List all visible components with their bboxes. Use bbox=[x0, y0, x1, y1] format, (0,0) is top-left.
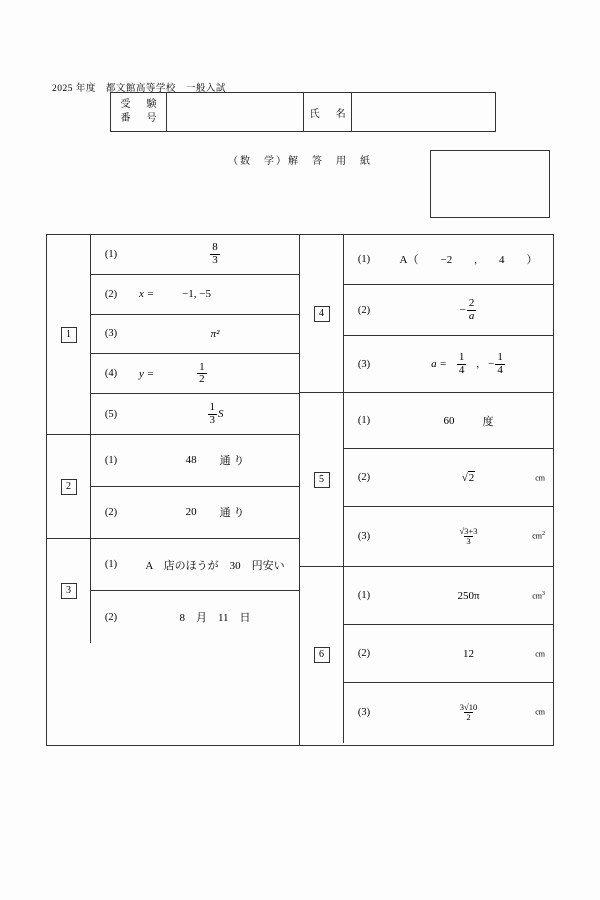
answer-group-3 bbox=[47, 539, 299, 643]
row-number: (1) bbox=[357, 590, 371, 601]
answer-suffix: 通 り bbox=[219, 455, 245, 468]
answer-group-2 bbox=[47, 435, 299, 539]
examinee-id-box bbox=[110, 92, 496, 132]
group-number-6: 6 bbox=[300, 567, 344, 743]
fraction-1: $\frac{1}{4}$ bbox=[458, 351, 465, 376]
answer-cell[interactable]: − $\frac{2}{a}$ bbox=[459, 296, 475, 322]
group-number-4: 4 bbox=[300, 235, 344, 392]
row-number: (1) bbox=[104, 454, 118, 466]
answer-cell[interactable]: a = $\frac{1}{4}$ , − $\frac{1}{4}$ bbox=[431, 351, 503, 376]
answer-cell[interactable] bbox=[384, 449, 553, 506]
table-row bbox=[91, 354, 299, 394]
row-number: (5) bbox=[104, 408, 118, 420]
answer-cell[interactable] bbox=[384, 507, 553, 565]
answer-cell[interactable] bbox=[131, 591, 299, 643]
row-number: (1) bbox=[357, 253, 371, 265]
group-3-rows bbox=[91, 539, 299, 643]
table-row bbox=[344, 336, 553, 392]
answer-group-4 bbox=[300, 235, 553, 393]
name-label: 氏 名 bbox=[304, 93, 352, 131]
answer-group-1 bbox=[47, 235, 299, 435]
answer-value: 250π bbox=[457, 589, 480, 602]
answer-cell[interactable] bbox=[131, 394, 299, 434]
answer-cell[interactable] bbox=[131, 315, 299, 354]
unit-label: cm bbox=[535, 707, 545, 717]
table-row bbox=[91, 275, 299, 315]
table-row bbox=[344, 625, 553, 683]
unit-label: $cm^3$ bbox=[532, 590, 545, 601]
fraction: $\frac{8}{3}$ bbox=[212, 241, 218, 266]
table-row bbox=[91, 591, 299, 643]
table-row bbox=[91, 539, 299, 591]
answer-cell[interactable] bbox=[131, 487, 299, 539]
row-number: (2) bbox=[104, 611, 118, 623]
unit-label: $cm^2$ bbox=[532, 531, 545, 541]
table-row bbox=[91, 394, 299, 434]
answer-value: 20 bbox=[185, 506, 197, 519]
row-number: (2) bbox=[104, 288, 118, 300]
answer-column-right bbox=[300, 235, 553, 745]
answer-cell[interactable] bbox=[384, 393, 553, 448]
fraction: $\frac{√3+3}{3}$ bbox=[459, 525, 478, 546]
answer-group-5 bbox=[300, 393, 553, 567]
score-box[interactable] bbox=[430, 150, 550, 218]
answer-cell[interactable] bbox=[384, 683, 553, 741]
group-6-rows bbox=[344, 567, 553, 743]
group-1-rows bbox=[91, 235, 299, 434]
answer-suffix: 度 bbox=[482, 415, 494, 428]
table-row bbox=[91, 235, 299, 275]
row-number: (1) bbox=[104, 248, 118, 260]
name-field[interactable] bbox=[352, 93, 495, 131]
row-number: (4) bbox=[104, 368, 118, 380]
exam-title: 2025 年度 都文館高等学校 一般入試 bbox=[52, 84, 226, 94]
answer-grid bbox=[46, 234, 554, 746]
group-number-1: 1 bbox=[47, 235, 91, 434]
examinee-number-label-line2: 番 号 bbox=[120, 113, 160, 124]
answer-value: 8 月 11 日 bbox=[179, 612, 251, 624]
sqrt-expression: √2 bbox=[461, 471, 475, 484]
document-title: （数 学）解 答 用 紙 bbox=[228, 156, 372, 167]
table-row bbox=[344, 683, 553, 741]
examinee-number-label-line1: 受 験 bbox=[120, 98, 160, 110]
answer-cell[interactable] bbox=[131, 275, 299, 314]
answer-value: A 店のほうが 30 円安い bbox=[145, 559, 285, 572]
table-row bbox=[91, 435, 299, 487]
row-number: (3) bbox=[104, 328, 118, 340]
row-number: (3) bbox=[357, 358, 371, 370]
answer-value: π² bbox=[210, 327, 220, 340]
answer-value: 48 bbox=[185, 454, 197, 467]
answer-cell[interactable] bbox=[131, 435, 299, 486]
row-number: (3) bbox=[357, 706, 371, 718]
examinee-number-label bbox=[111, 93, 167, 131]
row-number: (1) bbox=[357, 415, 371, 426]
answer-value: 60 bbox=[443, 414, 455, 427]
examinee-number-field[interactable] bbox=[167, 93, 304, 131]
answer-group-6 bbox=[300, 567, 553, 743]
table-row bbox=[344, 235, 553, 285]
fraction: $\frac{1}{2}$ bbox=[199, 360, 205, 386]
fraction: $\frac{2}{a}$ bbox=[468, 296, 475, 322]
answer-prefix: a = bbox=[431, 358, 447, 371]
row-number: (3) bbox=[357, 530, 371, 542]
answer-prefix: x = bbox=[139, 288, 155, 301]
group-2-rows bbox=[91, 435, 299, 538]
answer-cell[interactable] bbox=[131, 539, 299, 590]
group-number-2: 2 bbox=[47, 435, 91, 538]
answer-value: −1, −5 bbox=[182, 288, 211, 301]
answer-column-left bbox=[47, 235, 300, 745]
fraction: $\frac{1}{3}$ bbox=[209, 401, 215, 426]
answer-value: 12 bbox=[463, 647, 474, 660]
table-row bbox=[344, 449, 553, 507]
answer-cell[interactable] bbox=[384, 235, 553, 284]
answer-cell[interactable] bbox=[384, 567, 553, 624]
answer-cell[interactable] bbox=[384, 625, 553, 682]
unit-label: cm bbox=[535, 649, 545, 658]
table-row bbox=[344, 507, 553, 565]
fraction-2: $\frac{1}{4}$ bbox=[497, 351, 503, 376]
group-number-3: 3 bbox=[47, 539, 91, 643]
answer-value: A（ −2 , 4 ） bbox=[399, 254, 538, 267]
answer-cell[interactable] bbox=[131, 235, 299, 274]
row-number: (2) bbox=[357, 648, 371, 659]
table-row bbox=[344, 285, 553, 337]
answer-suffix: 通 り bbox=[219, 507, 245, 520]
row-number: (2) bbox=[357, 472, 371, 483]
table-row bbox=[91, 315, 299, 355]
unit-label: cm bbox=[535, 473, 545, 482]
group-number-5: 5 bbox=[300, 393, 344, 566]
row-number: (2) bbox=[104, 506, 118, 518]
answer-suffix: S bbox=[218, 408, 224, 421]
fraction: $\frac{3√10}{2}$ bbox=[459, 701, 478, 722]
table-row bbox=[91, 487, 299, 539]
answer-prefix: y = bbox=[139, 367, 155, 380]
group-4-rows bbox=[344, 235, 553, 392]
table-row bbox=[344, 567, 553, 625]
table-row bbox=[344, 393, 553, 449]
group-5-rows bbox=[344, 393, 553, 566]
row-number: (2) bbox=[357, 304, 371, 316]
answer-cell[interactable] bbox=[131, 354, 299, 393]
row-number: (1) bbox=[104, 559, 118, 570]
